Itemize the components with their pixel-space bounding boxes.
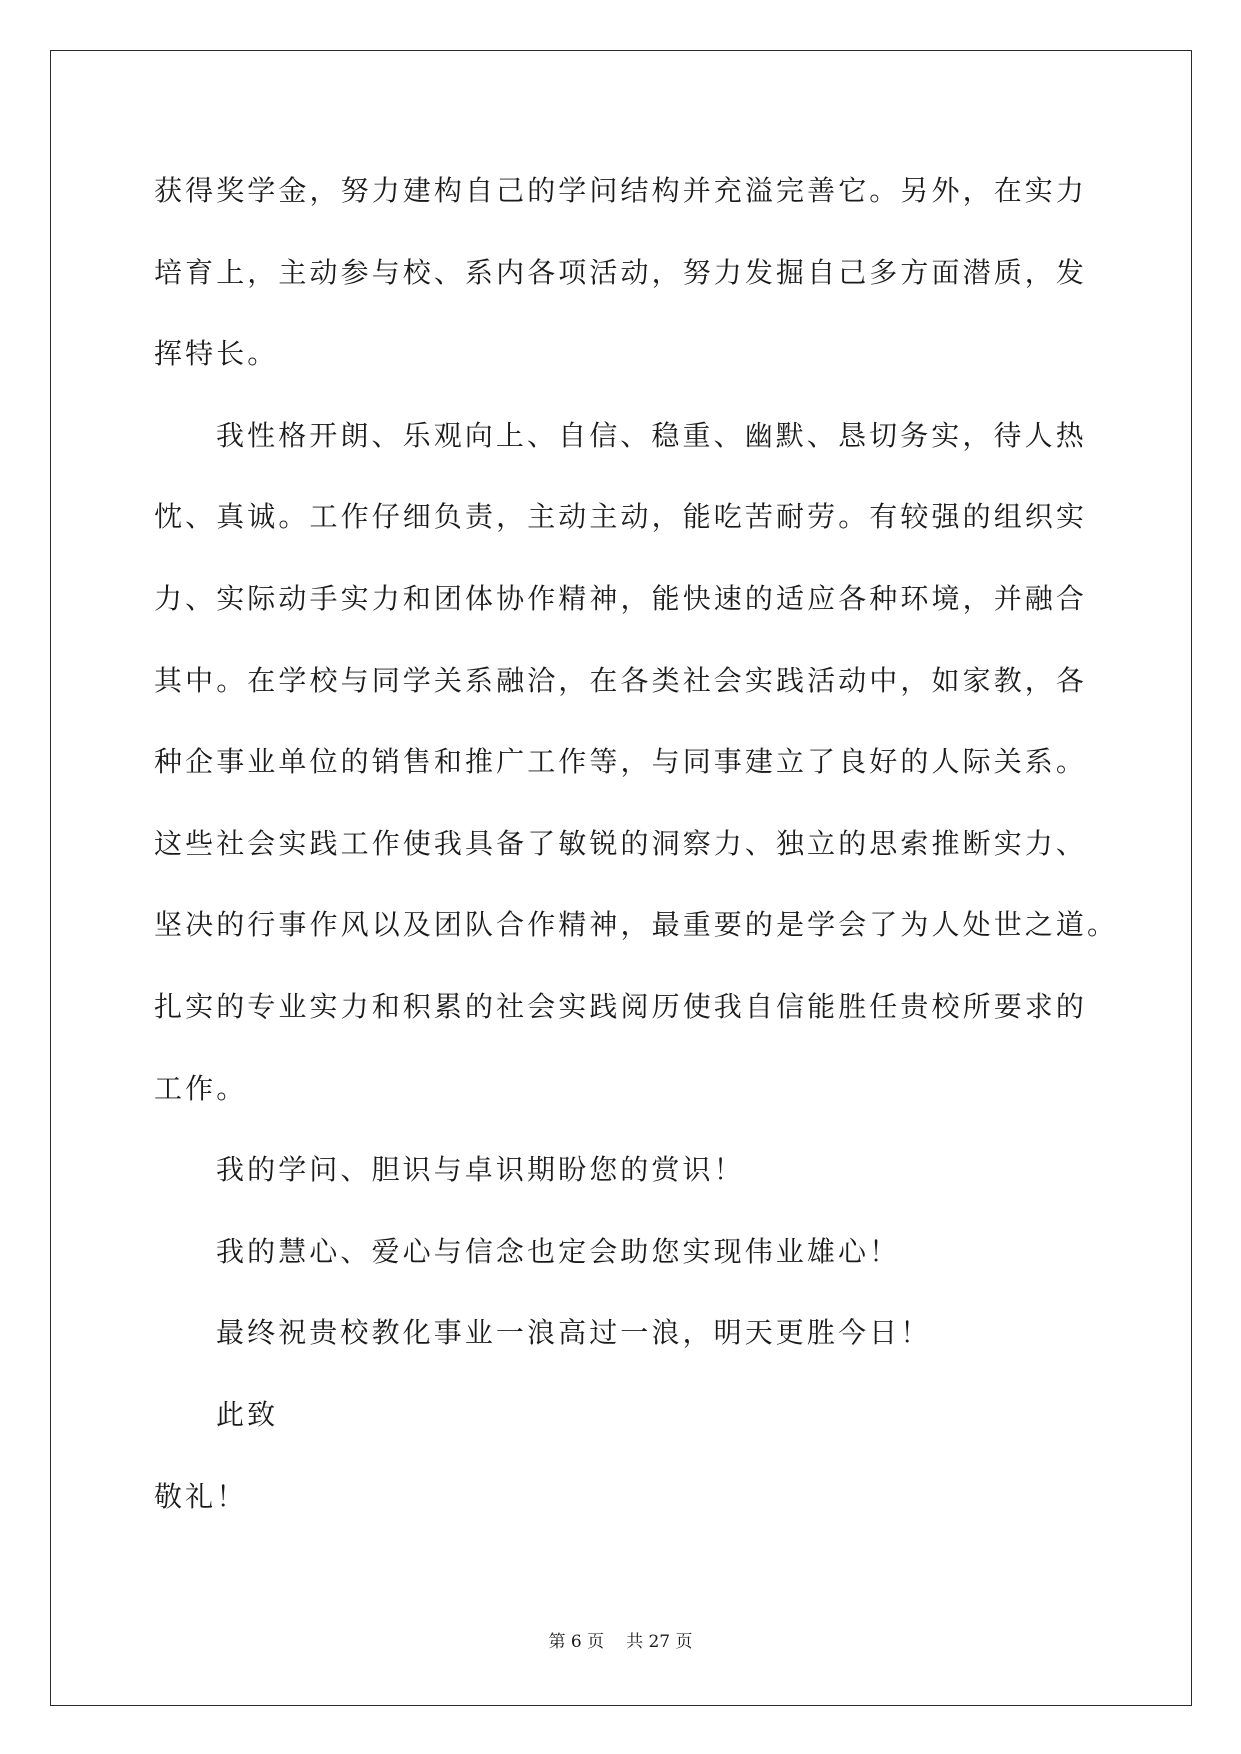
body-line: 坚决的行事作风以及团队合作精神，最重要的是学会了为人处世之道。 [154,908,1119,942]
body-line: 力、实际动手实力和团体协作精神，能快速的适应各种环境，并融合 [154,581,1088,615]
paragraph [154,395,1154,1129]
body-line: 敬礼！ [154,1479,248,1513]
closing-salutation [154,1374,1154,1456]
letter-body [154,150,1154,1537]
body-line: 获得奖学金，努力建构自己的学问结构并充溢完善它。另外，在实力 [154,174,1088,207]
body-line: 此致 [216,1397,279,1431]
paragraph [154,1129,1154,1211]
paragraph [154,150,1154,395]
total-pages-label: 共 27 页 [626,1632,693,1652]
body-line: 这些社会实践工作使我具备了敏锐的洞察力、独立的思索推断实力、 [154,826,1088,860]
body-line: 我的学问、胆识与卓识期盼您的赏识！ [216,1153,745,1187]
body-line: 扎实的专业实力和积累的社会实践阅历使我自信能胜任贵校所要求的 [154,989,1088,1023]
body-line: 我的慧心、爱心与信念也定会助您实现伟业雄心！ [216,1234,901,1268]
body-line: 我性格开朗、乐观向上、自信、稳重、幽默、恳切务实，待人热 [216,418,1087,452]
body-line: 挥特长。 [154,337,279,371]
body-line: 工作。 [154,1071,248,1105]
body-line: 其中。在学校与同学关系融洽，在各类社会实践活动中，如家教，各 [154,663,1088,697]
page-footer [0,1630,1241,1654]
body-line: 培育上，主动参与校、系内各项活动，努力发掘自己多方面潜质，发 [154,255,1088,289]
body-line: 忱、真诚。工作仔细负责，主动主动，能吃苦耐劳。有较强的组织实 [154,500,1088,534]
paragraph [154,1211,1154,1293]
body-line: 种企事业单位的销售和推广工作等，与同事建立了良好的人际关系。 [154,745,1088,779]
body-line: 最终祝贵校教化事业一浪高过一浪，明天更胜今日！ [216,1316,932,1350]
current-page-label: 第 6 页 [548,1632,605,1652]
closing-regards [154,1456,1154,1538]
paragraph [154,1292,1154,1374]
